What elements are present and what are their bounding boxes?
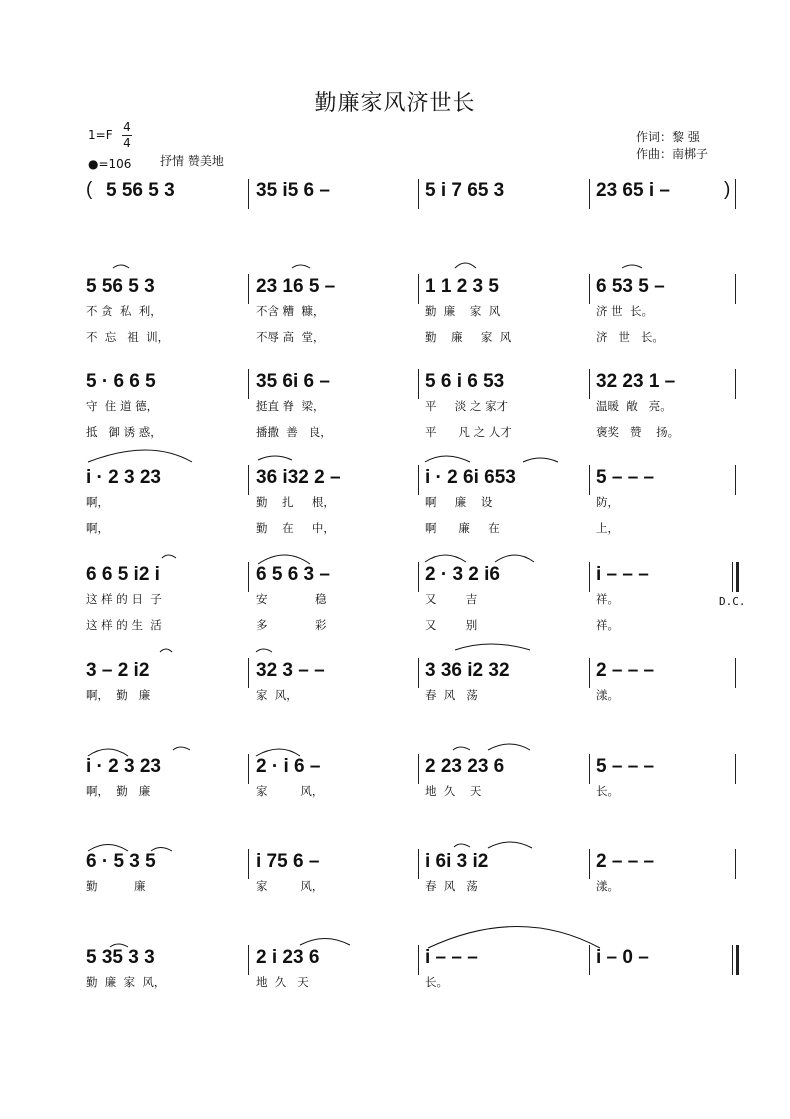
measure: 2 – – – bbox=[596, 660, 655, 681]
lyric: 温暖 敞 亮。 bbox=[596, 399, 672, 413]
lyric: 啊 廉 设 bbox=[425, 495, 493, 509]
measure: 6 5 6 3 – bbox=[256, 564, 330, 585]
lyric: 又 别 bbox=[425, 618, 478, 632]
lyric: 播撒 善 良， bbox=[256, 425, 332, 439]
measure: 3 36 i2 32 bbox=[425, 660, 510, 681]
score-system-6 bbox=[0, 752, 790, 802]
song-title: 勤廉家风济世长 bbox=[314, 91, 476, 116]
measure: 3 – 2 i2 bbox=[86, 660, 150, 681]
lyric: 家 风， bbox=[256, 688, 298, 702]
measure: 2 23 23 6 bbox=[425, 756, 505, 777]
measure: 5 · 6 6 5 bbox=[86, 371, 156, 392]
measure: 6 53 5 – bbox=[596, 276, 665, 297]
measure: i · 2 6i 653 bbox=[425, 467, 516, 488]
lyric: 勤 廉 家 风 bbox=[425, 304, 501, 318]
lyric: 不 忘 祖 训， bbox=[86, 330, 170, 344]
score-system-3 bbox=[0, 463, 790, 543]
slur bbox=[455, 263, 476, 268]
slur bbox=[258, 456, 292, 460]
lyric: 勤 廉 家 风， bbox=[86, 975, 166, 989]
lyric: 这 样 的 日 子 bbox=[86, 592, 162, 606]
slur bbox=[173, 747, 190, 750]
measure: i · 2 3 23 bbox=[86, 467, 161, 488]
score-system-5 bbox=[0, 656, 790, 706]
slur bbox=[292, 265, 310, 268]
time-numerator: 4 bbox=[123, 120, 131, 134]
lyric: 家 风， bbox=[256, 784, 324, 798]
lyric: 这 样 的 生 活 bbox=[86, 618, 162, 632]
lyric: 啊， 勤 廉 bbox=[86, 688, 151, 702]
lyric: 济 世 长。 bbox=[596, 330, 664, 344]
slur bbox=[622, 265, 642, 268]
measure: 5 6 i 6 53 bbox=[425, 371, 505, 392]
lyric: 勤 廉 bbox=[86, 879, 146, 893]
lyric: 春 风 荡 bbox=[425, 688, 478, 702]
lyric: 守 住 道 德， bbox=[86, 399, 159, 413]
note-icon: ● bbox=[88, 157, 99, 171]
measure: 35 6i 6 – bbox=[256, 371, 330, 392]
dc-marking: D.C. bbox=[719, 595, 746, 608]
measure: 5 – – – bbox=[596, 756, 655, 777]
measure: 2 i 23 6 bbox=[256, 947, 320, 968]
lyric: 不辱 高 堂， bbox=[256, 330, 325, 344]
measure: 23 16 5 – bbox=[256, 276, 336, 297]
composer: 作曲：南梆子 bbox=[636, 147, 709, 161]
lyric: 上， bbox=[596, 521, 619, 535]
measure: 36 i32 2 – bbox=[256, 467, 341, 488]
measure: 32 23 1 – bbox=[596, 371, 676, 392]
lyric: 褒奖 赞 扬。 bbox=[596, 425, 680, 439]
lyric: 啊， 勤 廉 bbox=[86, 784, 151, 798]
expression-mark: 抒情 赞美地 bbox=[160, 154, 224, 168]
slur bbox=[88, 450, 192, 462]
lyric: 又 吉 bbox=[425, 592, 478, 606]
slur bbox=[453, 747, 470, 750]
measure: 32 3 – – bbox=[256, 660, 325, 681]
score-system-1 bbox=[0, 272, 790, 352]
lyric: 防， bbox=[596, 495, 619, 509]
score-system-2 bbox=[0, 367, 790, 447]
lyric: 漾。 bbox=[596, 688, 619, 702]
measure: 5 – – – bbox=[596, 467, 655, 488]
lyric: 多 彩 bbox=[256, 618, 327, 632]
slur bbox=[160, 649, 172, 652]
score-system-8 bbox=[0, 943, 790, 993]
lyric: 不 贪 私 利， bbox=[86, 304, 162, 318]
lyric: 抵 御 诱 惑， bbox=[86, 425, 162, 439]
measure: 5 56 5 3 bbox=[106, 180, 175, 201]
measure: 6 6 5 i2 i bbox=[86, 564, 160, 585]
intro-system bbox=[0, 175, 790, 211]
lyric: 长。 bbox=[596, 784, 619, 798]
measure: 5 i 7 65 3 bbox=[425, 180, 505, 201]
lyric: 啊 廉 在 bbox=[425, 521, 500, 535]
time-signature bbox=[122, 121, 132, 150]
lyric: 地 久 天 bbox=[425, 784, 482, 798]
lyric: 勤 在 中， bbox=[256, 521, 335, 535]
measure: i – 0 – bbox=[596, 947, 649, 968]
score-system-4 bbox=[0, 560, 790, 640]
measure: 5 35 3 3 bbox=[86, 947, 155, 968]
lyric: 不含 糟 糠， bbox=[256, 304, 325, 318]
slur bbox=[455, 644, 530, 650]
slur bbox=[162, 555, 176, 558]
time-denominator: 4 bbox=[123, 136, 131, 150]
lyric: 平 淡 之 家才 bbox=[425, 399, 509, 413]
lyricist: 作词：黎 强 bbox=[636, 130, 700, 144]
lyric: 济 世 长。 bbox=[596, 304, 653, 318]
lyric: 祥。 bbox=[596, 618, 619, 632]
measure: 6 · 5 3 5 bbox=[86, 851, 156, 872]
lyric: 祥。 bbox=[596, 592, 619, 606]
measure: 5 56 5 3 bbox=[86, 276, 155, 297]
repeat-paren-open: ( bbox=[86, 179, 93, 200]
measure: 2 · i 6 – bbox=[256, 756, 321, 777]
score-system-7 bbox=[0, 847, 790, 897]
measure: 2 – – – bbox=[596, 851, 655, 872]
measure: i 6i 3 i2 bbox=[425, 851, 489, 872]
slur bbox=[256, 649, 272, 652]
measure: i · 2 3 23 bbox=[86, 756, 161, 777]
slur bbox=[425, 456, 470, 462]
measure: i – – – bbox=[596, 564, 649, 585]
lyric: 啊， bbox=[86, 495, 109, 509]
measure: 2 · 3 2 i6 bbox=[425, 564, 500, 585]
measure: i – – – bbox=[425, 947, 478, 968]
measure: 35 i5 6 – bbox=[256, 180, 330, 201]
measure: 23 65 i – bbox=[596, 180, 670, 201]
slur bbox=[488, 744, 530, 750]
lyric: 家 风， bbox=[256, 879, 324, 893]
slur bbox=[113, 265, 129, 268]
lyric: 啊， bbox=[86, 521, 109, 535]
lyric: 挺直 脊 梁， bbox=[256, 399, 325, 413]
lyric: 长。 bbox=[425, 975, 448, 989]
key-signature: 1=F bbox=[88, 128, 113, 142]
lyric: 平 凡 之 人才 bbox=[425, 425, 512, 439]
tempo-value: =106 bbox=[98, 157, 132, 171]
lyric: 勤 廉 家 风 bbox=[425, 330, 512, 344]
lyric: 春 风 荡 bbox=[425, 879, 478, 893]
lyric: 地 久 天 bbox=[256, 975, 309, 989]
tempo-marking bbox=[88, 157, 131, 171]
measure: 1 1 2 3 5 bbox=[425, 276, 499, 297]
measure: i 75 6 – bbox=[256, 851, 320, 872]
slur bbox=[523, 458, 558, 462]
lyric: 勤 扎 根， bbox=[256, 495, 335, 509]
lyric: 安 稳 bbox=[256, 592, 327, 606]
lyric: 漾。 bbox=[596, 879, 619, 893]
repeat-paren-close: ) bbox=[724, 179, 731, 200]
